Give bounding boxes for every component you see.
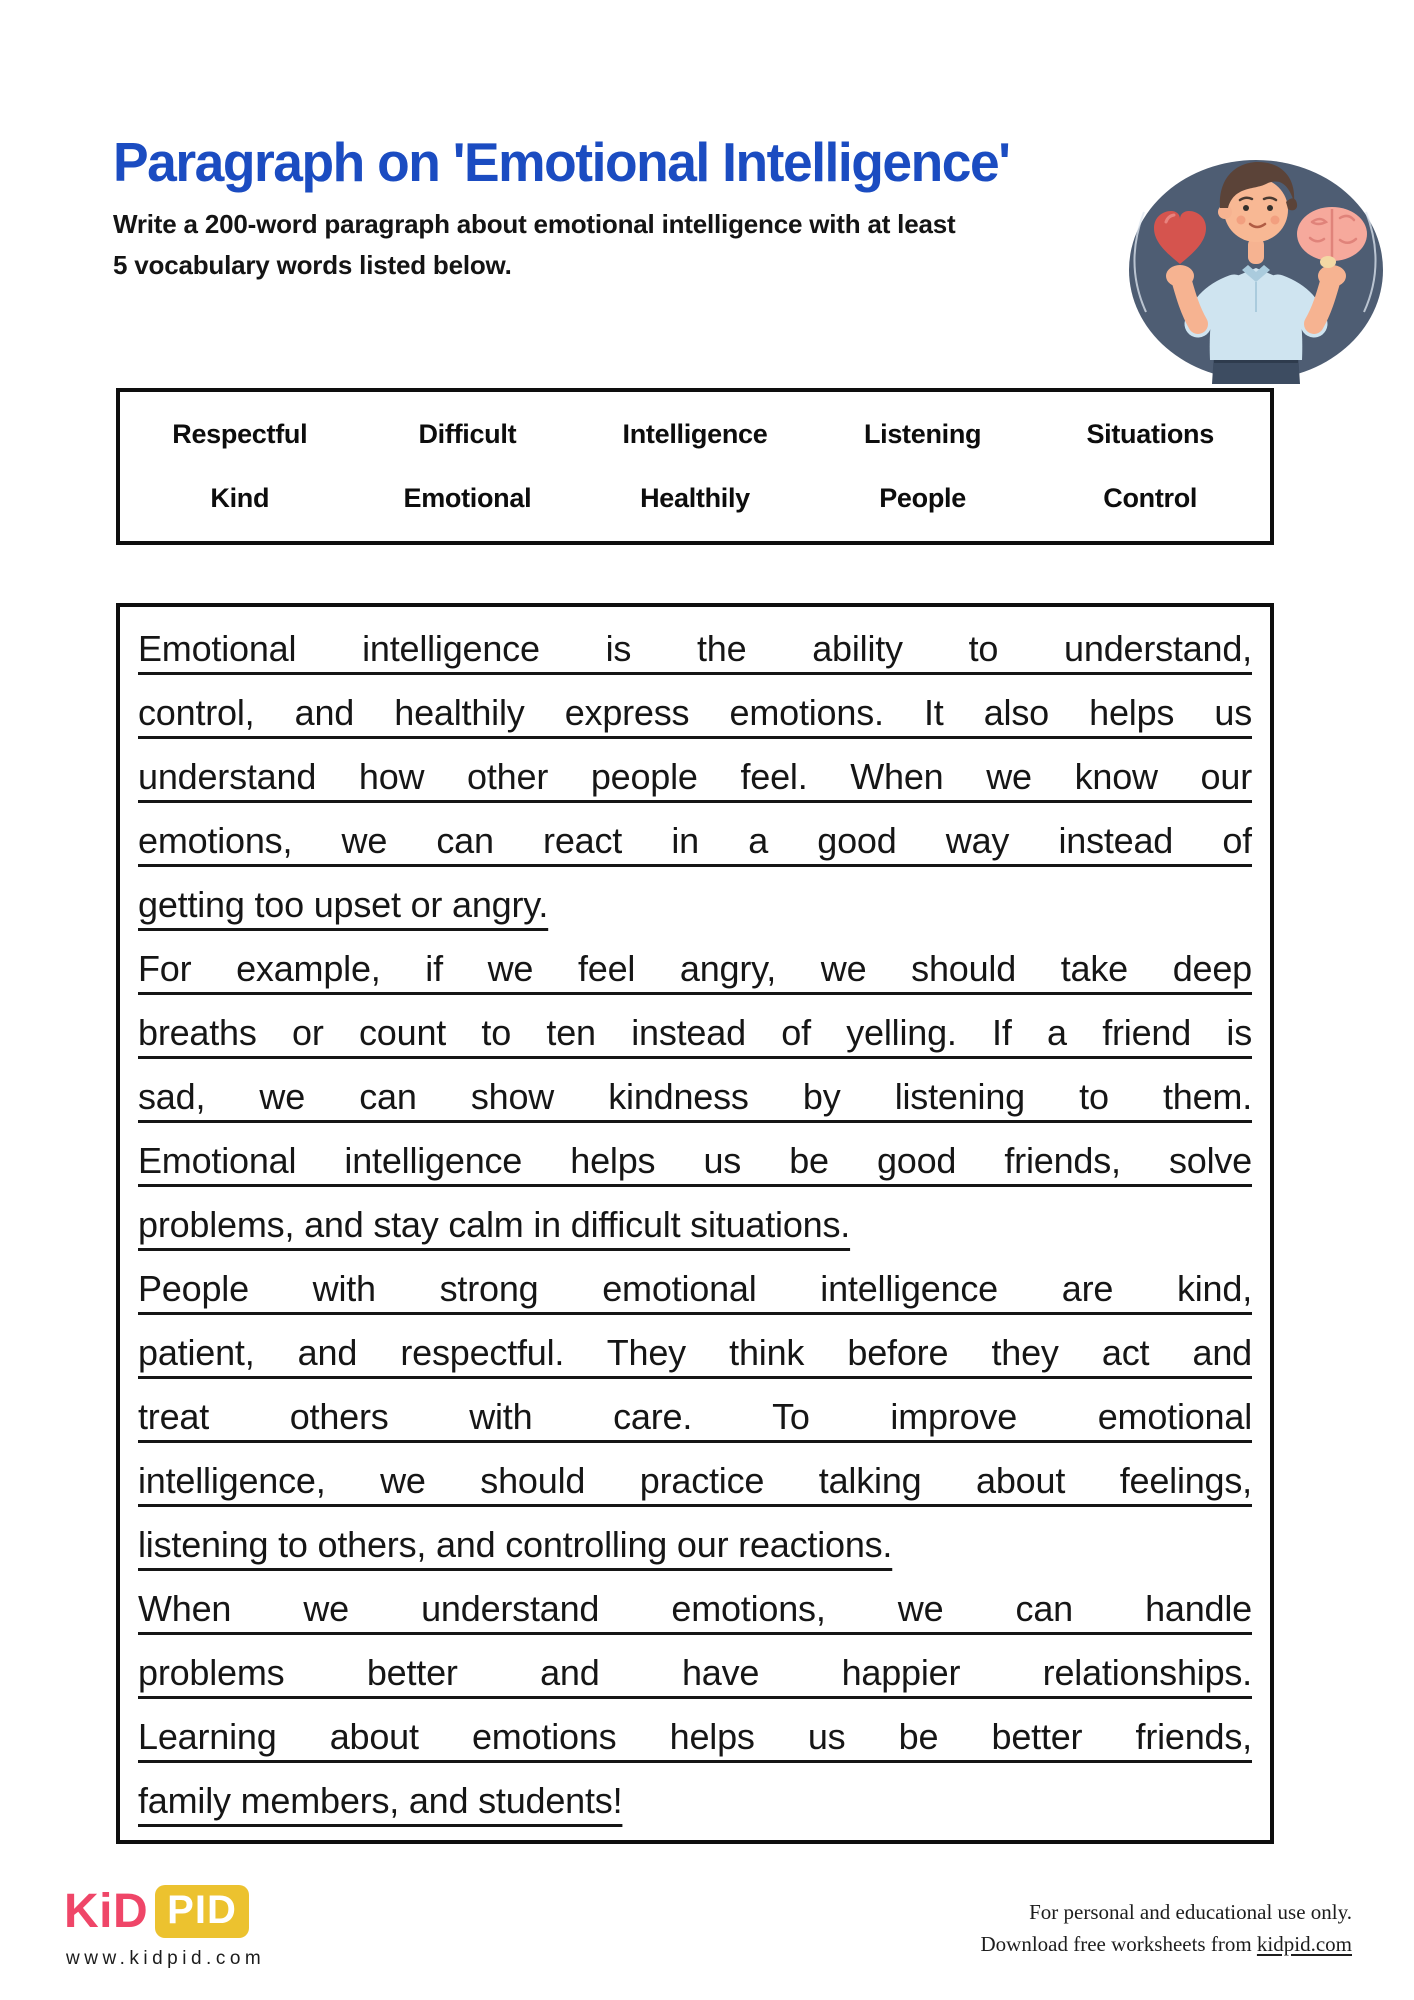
instructions-line-1: Write a 200-word paragraph about emotional intelligence with at least xyxy=(113,209,956,239)
vocab-word: Emotional xyxy=(403,483,532,514)
essay-line: understand how other people feel. When we know our xyxy=(138,756,1252,797)
essay-line: getting too upset or angry. xyxy=(138,884,549,925)
essay-line: Emotional intelligence helps us be good friends, solve xyxy=(138,1140,1252,1181)
essay-line: patient, and respectful. They think before they act and xyxy=(138,1332,1252,1373)
vocab-word: Control xyxy=(1103,483,1198,514)
essay-line: treat others with care. To improve emotional xyxy=(138,1396,1252,1437)
essay-line: listening to others, and controlling our reactions. xyxy=(138,1524,893,1565)
kidpid-link[interactable]: kidpid.com xyxy=(1256,1932,1352,1956)
essay-line: problems better and have happier relationships. xyxy=(138,1652,1252,1693)
kidpid-logo-kid: KiD xyxy=(64,1885,149,1938)
usage-notice-line-1: For personal and educational use only. xyxy=(1029,1900,1352,1924)
essay-line: family members, and students! xyxy=(138,1780,623,1821)
usage-notice-line-2-text: Download free worksheets from xyxy=(980,1932,1257,1956)
essay-line: problems, and stay calm in difficult situations. xyxy=(138,1204,851,1245)
vocab-word: People xyxy=(879,483,966,514)
essay-line: For example, if we feel angry, we should take deep xyxy=(138,948,1252,989)
vocab-word: Intelligence xyxy=(622,418,768,449)
man-heart-brain-illustration xyxy=(1116,116,1392,384)
kidpid-logo xyxy=(64,1884,249,1939)
essay-line: When we understand emotions, we can handle xyxy=(138,1588,1252,1629)
vocab-word: Listening xyxy=(863,418,982,449)
page-title: Paragraph on 'Emotional Intelligence' xyxy=(113,131,1010,193)
instructions-line-2: 5 vocabulary words listed below. xyxy=(113,250,512,280)
vocab-word: Difficult xyxy=(418,418,517,449)
vocab-word: Situations xyxy=(1086,418,1214,449)
essay-line: sad, we can show kindness by listening to them. xyxy=(138,1076,1252,1117)
essay-line: intelligence, we should practice talking about feelings, xyxy=(138,1460,1252,1501)
kidpid-logo-pid-badge: PID xyxy=(155,1885,249,1938)
vocabulary-box xyxy=(116,388,1274,545)
essay-line: emotions, we can react in a good way instead of xyxy=(138,820,1252,861)
kidpid-website-url: www.kidpid.com xyxy=(66,1948,266,1969)
essay-line: control, and healthily express emotions. It also helps us xyxy=(138,692,1252,733)
essay-line: breaths or count to ten instead of yelling. If a friend is xyxy=(138,1012,1252,1053)
essay-line: Learning about emotions helps us be better friends, xyxy=(138,1716,1252,1757)
essay-line: People with strong emotional intelligence are kind, xyxy=(138,1268,1252,1309)
essay-text-box xyxy=(116,603,1274,1844)
usage-notice xyxy=(981,1896,1353,1960)
usage-notice-line-2 xyxy=(981,1928,1353,1960)
vocab-word: Healthily xyxy=(640,483,750,514)
instructions-text xyxy=(113,204,955,286)
essay-line: Emotional intelligence is the ability to understand, xyxy=(138,628,1252,669)
vocab-word: Respectful xyxy=(172,418,308,449)
vocab-word: Kind xyxy=(210,483,270,514)
